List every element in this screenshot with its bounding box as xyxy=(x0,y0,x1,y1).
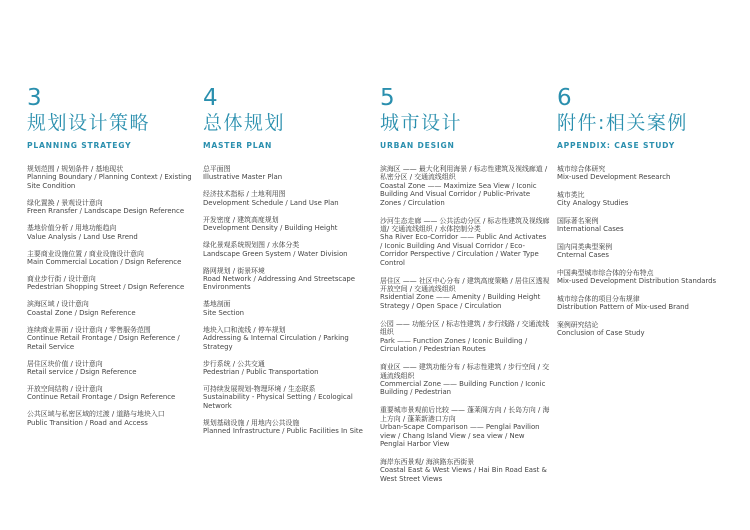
toc-item-en: Public Transition / Road and Access xyxy=(27,418,148,427)
section-items xyxy=(557,165,727,338)
section-items xyxy=(27,165,195,427)
section-title: 总体规划 xyxy=(203,112,286,134)
toc-item-zh: 主要商业设施位置 / 商业设施设计意向 xyxy=(27,249,144,258)
toc-item-en: Development Density / Building Height xyxy=(203,224,338,233)
toc-item xyxy=(557,243,727,260)
section-number: 4 xyxy=(203,85,218,111)
toc-item-zh: 城市类比 xyxy=(557,191,585,199)
toc-item xyxy=(27,165,195,190)
toc-item xyxy=(203,216,363,233)
toc-item-en: Rsidential Zone —— Amenity / Building Height Strategy / Open Space / Circulation xyxy=(380,293,541,310)
toc-item-zh: 基地剖面 xyxy=(203,300,231,309)
toc-item-en: Planned Infrastructure / Public Facilities In Site xyxy=(203,427,363,436)
section-number: 6 xyxy=(557,85,572,111)
toc-item-en: Coastal East & West Views / Hai Bin Road East & West Street Views xyxy=(380,466,547,483)
toc-item-en: Mix-used Development Research xyxy=(557,173,671,182)
toc-item xyxy=(557,165,727,182)
toc-item-zh: 连续商业界面 / 设计意向 / 零售服务范围 xyxy=(27,325,151,334)
toc-item-zh: 基地价值分析 / 用地功能趋向 xyxy=(27,224,117,233)
toc-item xyxy=(27,199,195,216)
toc-item-en: Landscape Green System / Water Division xyxy=(203,249,348,258)
toc-item xyxy=(380,406,550,448)
toc-item-zh: 中国典型城市综合体的分布特点 xyxy=(557,269,654,277)
toc-item-zh: 城市综合体研究 xyxy=(557,165,606,173)
toc-item-en: Pedestrian Shopping Street / Dsign Reference xyxy=(27,283,185,292)
section-planning-strategy xyxy=(27,86,195,436)
toc-item-zh: 公共区域与私密区域的过渡 / 道路与地块入口 xyxy=(27,410,165,419)
toc-item-zh: 商业区 —— 建筑功能分布 / 标志性建筑 / 步行空间 / 交通流线组织 xyxy=(380,363,550,380)
toc-item xyxy=(203,419,363,436)
toc-item-zh: 商业步行街 / 设计意向 xyxy=(27,275,96,284)
section-subtitle: PLANNING STRATEGY xyxy=(27,141,132,150)
toc-item-zh: 滨海区 —— 最大化利用海景 / 标志性建筑及视线廊道 / 私密分区 / 交通流线组织 xyxy=(380,165,548,182)
toc-item-en: Pedestrian / Public Transportation xyxy=(203,368,319,377)
toc-item xyxy=(203,267,363,292)
toc-item-en: Mix-used Development Distribution Standards xyxy=(557,277,717,286)
toc-item-zh: 海岸东西景观/ 海滨路东西街景 xyxy=(380,457,475,466)
section-title: 规划设计策略 xyxy=(27,112,151,134)
toc-item-zh: 规划范围 / 规划条件 / 基地现状 xyxy=(27,165,124,173)
toc-item-en: Conclusion of Case Study xyxy=(557,329,645,338)
toc-item-zh: 地块入口和流线 / 停车规划 xyxy=(203,325,286,334)
toc-item-zh: 案例研究结论 xyxy=(557,321,599,329)
toc-item-en: International Cases xyxy=(557,225,624,234)
toc-item-en: Commercial Zone —— Building Function / Iconic Building / Pedestrian xyxy=(380,379,546,397)
toc-item xyxy=(203,385,363,410)
toc-item-zh: 可持续发展规划-物理环境 / 生态联系 xyxy=(203,385,316,394)
toc-item-en: Cnternal Cases xyxy=(557,251,609,260)
toc-item xyxy=(27,385,195,402)
section-items xyxy=(203,165,363,436)
toc-item-zh: 绿化景观系统规划图 / 水体分类 xyxy=(203,241,300,250)
toc-item xyxy=(557,295,727,312)
toc-item xyxy=(203,190,363,207)
toc-item-en: Coastal Zone —— Maximize Sea View / Iconic Building And Visual Corridor / Public-Private Zones / Circulation xyxy=(380,181,537,207)
toc-item-zh: 开放空间结构 / 设计意向 xyxy=(27,385,103,394)
toc-item-en: Development Schedule / Land Use Plan xyxy=(203,198,339,207)
section-title: 附件:相关案例 xyxy=(557,112,688,134)
toc-item-zh: 国际著名案例 xyxy=(557,217,599,225)
toc-item-zh: 居住区块价值 / 设计意向 xyxy=(27,359,103,368)
toc-item-en: Road Network / Addressing And Streetscape Environments xyxy=(203,275,356,292)
toc-item-zh: 经济技术指标 / 土地利用图 xyxy=(203,190,286,199)
toc-item-zh: 规划基础设施 / 用地内公共设施 xyxy=(203,418,300,427)
section-subtitle: APPENDIX: CASE STUDY xyxy=(557,141,676,150)
toc-item-zh: 城市综合体的项目分布规律 xyxy=(557,295,640,303)
toc-item xyxy=(203,360,363,377)
toc-item xyxy=(27,410,195,427)
toc-item xyxy=(27,275,195,292)
toc-item xyxy=(203,241,363,258)
toc-item xyxy=(380,217,550,267)
toc-item-en: Freen Rransfer / Landscape Design Reference xyxy=(27,207,185,216)
section-number: 5 xyxy=(380,85,395,111)
section-urban-design xyxy=(380,86,550,493)
toc-item-en: Planning Boundary / Planning Context / Existing Site Condition xyxy=(27,173,192,190)
toc-item-en: Site Section xyxy=(203,308,245,317)
toc-item-en: Continue Retail Frontage / Dsign Reference / Retail Service xyxy=(27,334,180,351)
toc-item-zh: 居住区 —— 社区中心分布 / 建筑高度策略 / 居住区透视开放空间 / 交通流线组织 xyxy=(380,276,550,294)
toc-item xyxy=(380,363,550,397)
toc-item-en: Urban-Scape Comparison —— Penglai Pavilion view / Chang Island View / sea view / New Penglai Harbor View xyxy=(380,423,540,448)
toc-item-zh: 滨海区域 / 设计意向 xyxy=(27,300,89,309)
toc-item xyxy=(203,326,363,351)
toc-item-zh: 步行系统 / 公共交通 xyxy=(203,359,265,368)
toc-item xyxy=(203,300,363,317)
toc-item-en: Coastal Zone / Dsign Reference xyxy=(27,308,136,317)
toc-item-en: Retail service / Dsign Reference xyxy=(27,368,137,377)
toc-item-zh: 国内同类典型案例 xyxy=(557,243,613,251)
toc-item xyxy=(380,277,550,311)
toc-item-en: Park —— Function Zones / Iconic Building / Circulation / Pedestrian Routes xyxy=(380,336,528,354)
toc-item-zh: 绿化置换 / 景观设计意向 xyxy=(27,198,103,207)
toc-item xyxy=(557,321,727,338)
toc-item xyxy=(380,165,550,207)
toc-item xyxy=(27,224,195,241)
section-number: 3 xyxy=(27,85,42,111)
toc-item-zh: 沙河生态走廊 —— 公共活动分区 / 标志性建筑及视线廊道/ 交通流线组织 / 水体控制分类 xyxy=(380,216,550,234)
toc-item-zh: 路网规划 / 街景环境 xyxy=(203,266,265,275)
toc-item-zh: 总平面图 xyxy=(203,165,231,173)
toc-item-en: Sustainability - Physical Setting / Ecological Network xyxy=(203,393,353,410)
toc-item-zh: 开发密度 / 建筑高度规划 xyxy=(203,215,279,224)
section-case-study xyxy=(557,86,727,347)
toc-item xyxy=(557,217,727,234)
toc-item-en: Continue Retail Frontage / Dsign Reference xyxy=(27,393,176,402)
toc-item xyxy=(27,326,195,351)
section-master-plan xyxy=(203,86,363,444)
toc-item-en: Illustrative Master Plan xyxy=(203,173,283,182)
toc-item-en: Distribution Pattern of Mix-used Brand xyxy=(557,303,689,312)
section-items xyxy=(380,165,550,483)
toc-item-en: Value Analysis / Land Use Rrend xyxy=(27,232,138,241)
section-subtitle: URBAN DESIGN xyxy=(380,141,455,150)
toc-item xyxy=(380,458,550,483)
toc-item-en: City Analogy Studies xyxy=(557,199,629,208)
toc-item xyxy=(203,165,363,182)
toc-item-zh: 公园 —— 功能分区 / 标志性建筑 / 步行线路 / 交通流线组织 xyxy=(380,319,550,337)
section-subtitle: MASTER PLAN xyxy=(203,141,273,150)
toc-item-en: Main Commercial Location / Dsign Reference xyxy=(27,258,182,267)
toc-item-zh: 重要城市景观前后比较 —— 蓬莱阁方向 / 长岛方向 / 海上方向 / 蓬莱新港口方向 xyxy=(380,406,550,423)
toc-item xyxy=(557,191,727,208)
toc-item xyxy=(27,360,195,377)
toc-item-en: Addressing & Internal Circulation / Parking Strategy xyxy=(203,334,349,351)
toc-item xyxy=(27,250,195,267)
toc-item xyxy=(27,300,195,317)
toc-item-en: Sha River Eco-Corridor —— Public And Activates / Iconic Building And Visual Corridor / Eco-Corridor Perspective / Circulation / Water Type Control xyxy=(380,233,547,267)
toc-item xyxy=(557,269,727,286)
section-title: 城市设计 xyxy=(380,112,463,134)
toc-item xyxy=(380,320,550,354)
